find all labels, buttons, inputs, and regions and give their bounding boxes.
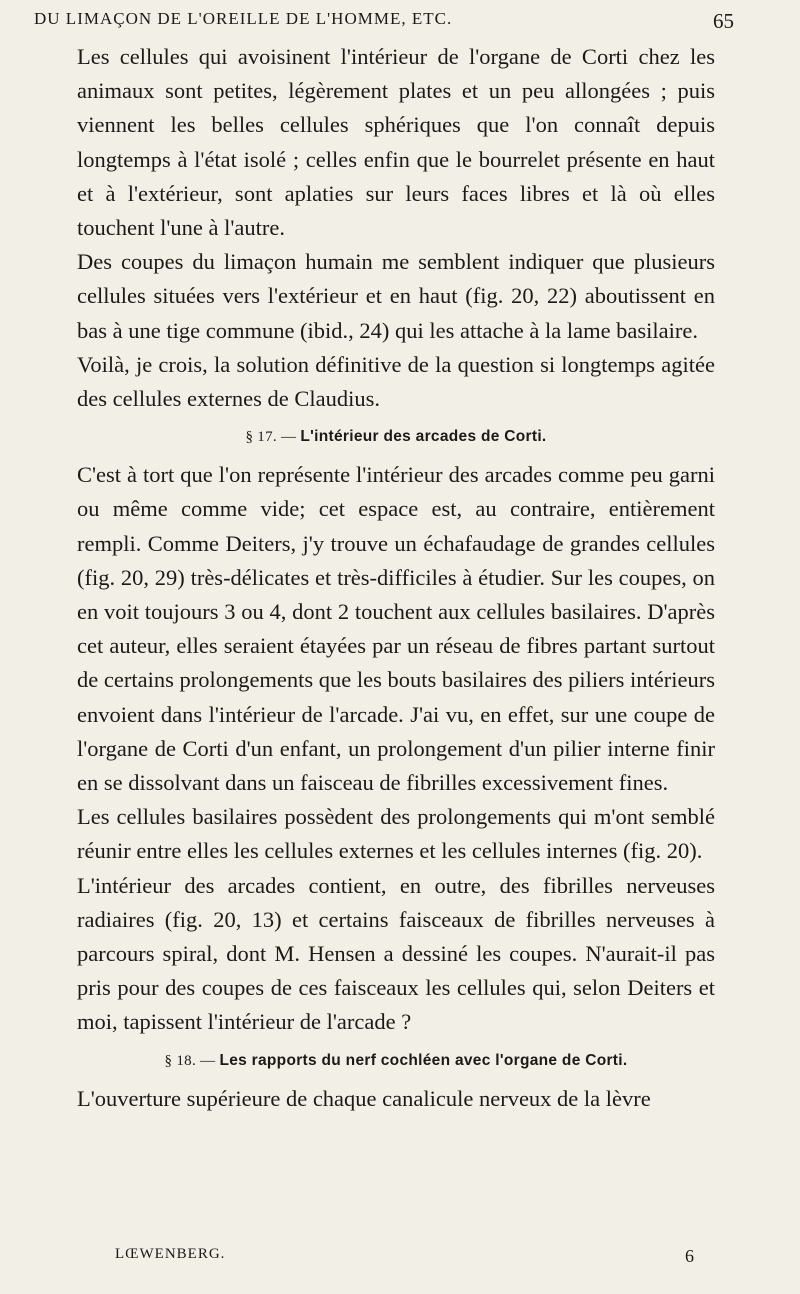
section-number: § 17. —: [245, 429, 297, 446]
paragraph: L'intérieur des arcades contient, en outre, des fibrilles nerveuses radiaires (fig. 20, 13) et certains faisceaux de fibrilles nerveuses à parcours spiral, dont M. Hensen a dessiné les coupes. N'aurait-il pas pris pour des coupes de ces faisceaux les cellules qui, selon Deiters et moi, tapissent l'intérieur de l'arcade ?: [77, 872, 715, 1035]
section-title: L'intérieur des arcades de Corti.: [300, 428, 547, 446]
paragraph: L'ouverture supérieure de chaque canalicule nerveux de la lèvre: [77, 1085, 651, 1111]
page-body: [77, 40, 715, 1116]
running-title: DU LIMAÇON DE L'OREILLE DE L'HOMME, ETC.: [34, 9, 453, 28]
section-heading-17: [77, 422, 715, 452]
paragraph: Les cellules qui avoisinent l'intérieur de l'organe de Corti chez les animaux sont petites, légèrement plates et un peu allongées ; puis viennent les belles cellules sphériques que l'on connaît depuis longtemps à l'état isolé ; celles enfin que le bourrelet présente en haut et à l'extérieur, sont aplaties sur leurs faces libres et là où elles touchent l'une à l'autre.: [77, 44, 715, 241]
page-number: 65: [713, 9, 734, 33]
author-signature: LŒWENBERG.: [115, 1246, 226, 1262]
section-title: Les rapports du nerf cochléen avec l'organe de Corti.: [219, 1051, 628, 1069]
section-heading-18: [77, 1046, 715, 1076]
paragraph: Les cellules basilaires possèdent des prolongements qui m'ont semblé réunir entre elles les cellules externes et les cellules internes (fig. 20).: [77, 804, 715, 864]
running-header: [34, 5, 734, 35]
paragraph: C'est à tort que l'on représente l'intérieur des arcades comme peu garni ou même comme vide; cet espace est, au contraire, entièrement rempli. Comme Deiters, j'y trouve un échafaudage de grandes cellules (fig. 20, 29) très-délicates et très-difficiles à étudier. Sur les coupes, on en voit toujours 3 ou 4, dont 2 touchent aux cellules basilaires. D'après cet auteur, elles seraient étayées par un réseau de fibres partant surtout de certains prolongements que les bouts basilaires des piliers intérieurs envoient dans l'intérieur de l'arcade. J'ai vu, en effet, sur une coupe de l'organe de Corti d'un enfant, un prolongement d'un pilier interne finir en se dissolvant dans un faisceau de fibrilles excessivement fines.: [77, 462, 715, 796]
sheet-signature: 6: [685, 1246, 695, 1266]
section-number: § 18. —: [164, 1052, 216, 1069]
paragraph: Voilà, je crois, la solution définitive de la question si longtemps agitée des cellules externes de Claudius.: [77, 351, 715, 412]
page-footer: [115, 1246, 695, 1270]
paragraph: Des coupes du limaçon humain me semblent indiquer que plusieurs cellules situées vers l'extérieur et en haut (fig. 20, 22) aboutissent en bas à une tige commune (ibid., 24) qui les attache à la lame basilaire.: [77, 249, 715, 343]
